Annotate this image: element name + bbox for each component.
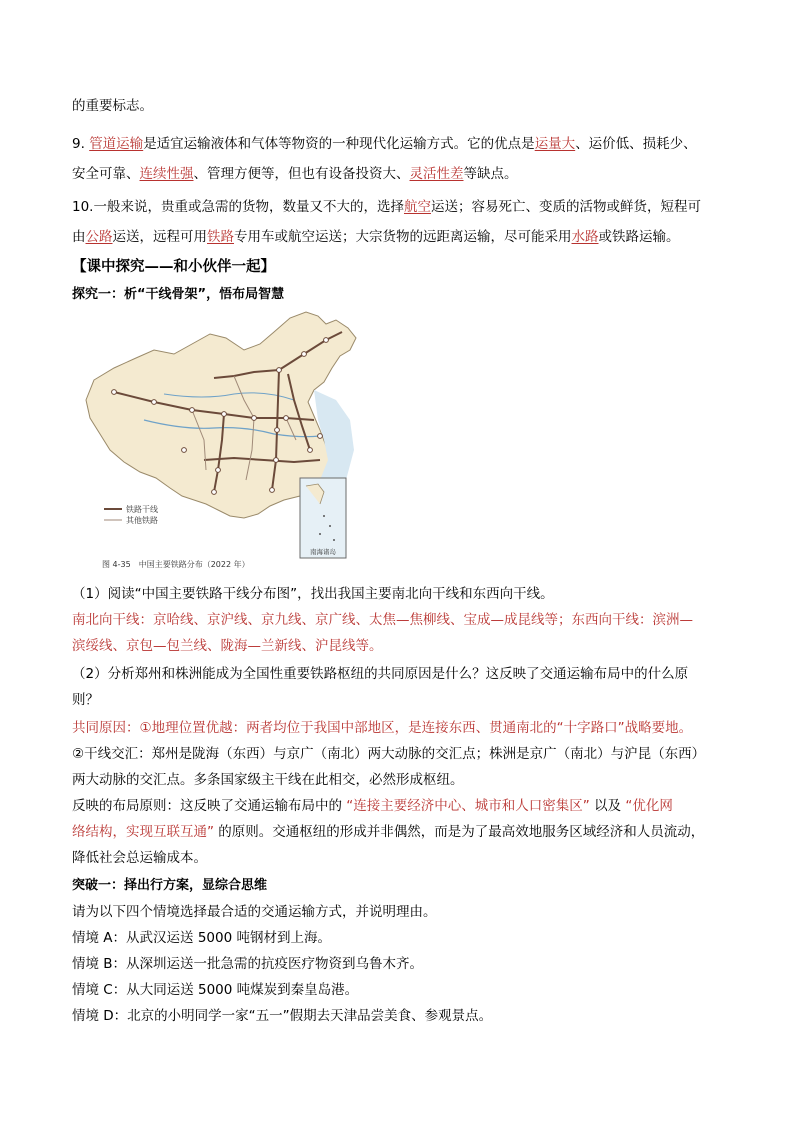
answer-2-line-3: 两大动脉的交汇点。多条国家级主干线在此相交，必然形成枢纽。 — [72, 772, 464, 788]
question-2-line-2: 则？ — [72, 692, 99, 708]
scenario-b: 情境 B：从深圳运送一批急需的抗疫医疗物资到乌鲁木齐。 — [72, 956, 424, 972]
answer-2-line-1: 共同原因：①地理位置优越：两者均位于我国中部地区，是连接东西、贯通南北的“十字路口”战略要地。 — [72, 720, 693, 736]
break-1-title: 突破一：择出行方案，显综合思维 — [72, 878, 268, 893]
answer-2-line-6: 降低社会总运输成本。 — [72, 850, 207, 866]
term-pipeline: 管道运输 — [89, 136, 144, 152]
term-road: 公路 — [85, 229, 113, 245]
map-caption: 图 4-35 中国主要铁路分布（2022 年） — [102, 560, 250, 569]
advantage-continuity: 连续性强 — [139, 166, 194, 182]
answer-2-line-2: ②干线交汇：郑州是陇海（东西）与京广（南北）两大动脉的交汇点；株洲是京广（南北）与沪昆（东西） — [72, 746, 706, 762]
south-china-sea-inset — [300, 478, 346, 558]
answer-1-line-2: 滨绥线、京包—包兰线、陇海—兰新线、沪昆线等。 — [72, 638, 383, 654]
item-10-line-2: 由公路运送，远程可用铁路专用车或航空运送；大宗货物的远距离运输，尽可能采用水路或铁路运输。 — [72, 229, 680, 245]
legend-other-label: 其他铁路 — [126, 516, 158, 525]
term-water: 水路 — [571, 229, 599, 245]
answer-2-line-4: 反映的布局原则：这反映了交通运输布局中的 “连接主要经济中心、城市和人口密集区” 以及 “优化网 — [72, 798, 673, 814]
inset-label: 南海诸岛 — [310, 548, 336, 556]
answer-2-line-5: 络结构，实现互联互通” 的原则。交通枢纽的形成并非偶然，而是为了最高效地服务区域经济和人员流动， — [72, 824, 705, 840]
scenario-c: 情境 C：从大同运送 5000 吨煤炭到秦皇岛港。 — [72, 982, 359, 998]
disadvantage-flexibility: 灵活性差 — [409, 166, 464, 182]
railway-map-svg — [74, 310, 374, 576]
item-10-line-1: 10.一般来说，贵重或急需的货物，数量又不大的，选择航空运送；容易死亡、变质的活物或鲜货，短程可 — [72, 199, 701, 215]
term-rail: 铁路 — [207, 229, 234, 245]
legend-trunk-label: 铁路干线 — [126, 505, 158, 514]
question-2-line-1: （2）分析郑州和株洲能成为全国性重要铁路枢纽的共同原因是什么？这反映了交通运输布局中的什么原 — [72, 666, 689, 682]
item-9-line-2: 安全可靠、连续性强、管理方便等，但也有设备投资大、灵活性差等缺点。 — [72, 166, 518, 182]
advantage-volume: 运量大 — [534, 136, 576, 152]
section-title: 【课中探究——和小伙伴一起】 — [72, 259, 275, 275]
question-1: （1）阅读“中国主要铁路干线分布图”，找出我国主要南北向干线和东西向干线。 — [72, 586, 554, 602]
term-air: 航空 — [403, 199, 431, 215]
scenario-a: 情境 A：从武汉运送 5000 吨钢材到上海。 — [72, 930, 331, 946]
explore-1-title: 探究一：析“干线骨架”，悟布局智慧 — [72, 287, 285, 302]
intro-tail: 的重要标志。 — [72, 98, 153, 114]
railway-map — [74, 310, 374, 576]
answer-1-line-1: 南北向干线：京哈线、京沪线、京九线、京广线、太焦—焦柳线、宝成—成昆线等；东西向干线：滨洲— — [72, 612, 693, 628]
scenario-d: 情境 D：北京的小明同学一家“五一”假期去天津品尝美食、参观景点。 — [72, 1008, 493, 1024]
break-1-intro: 请为以下四个情境选择最合适的交通运输方式，并说明理由。 — [72, 904, 437, 920]
item-9-line-1: 9. 管道运输是适宜运输液体和气体等物资的一种现代化运输方式。它的优点是运量大、运价低、损耗少、 — [72, 136, 697, 152]
map-legend — [104, 504, 158, 525]
